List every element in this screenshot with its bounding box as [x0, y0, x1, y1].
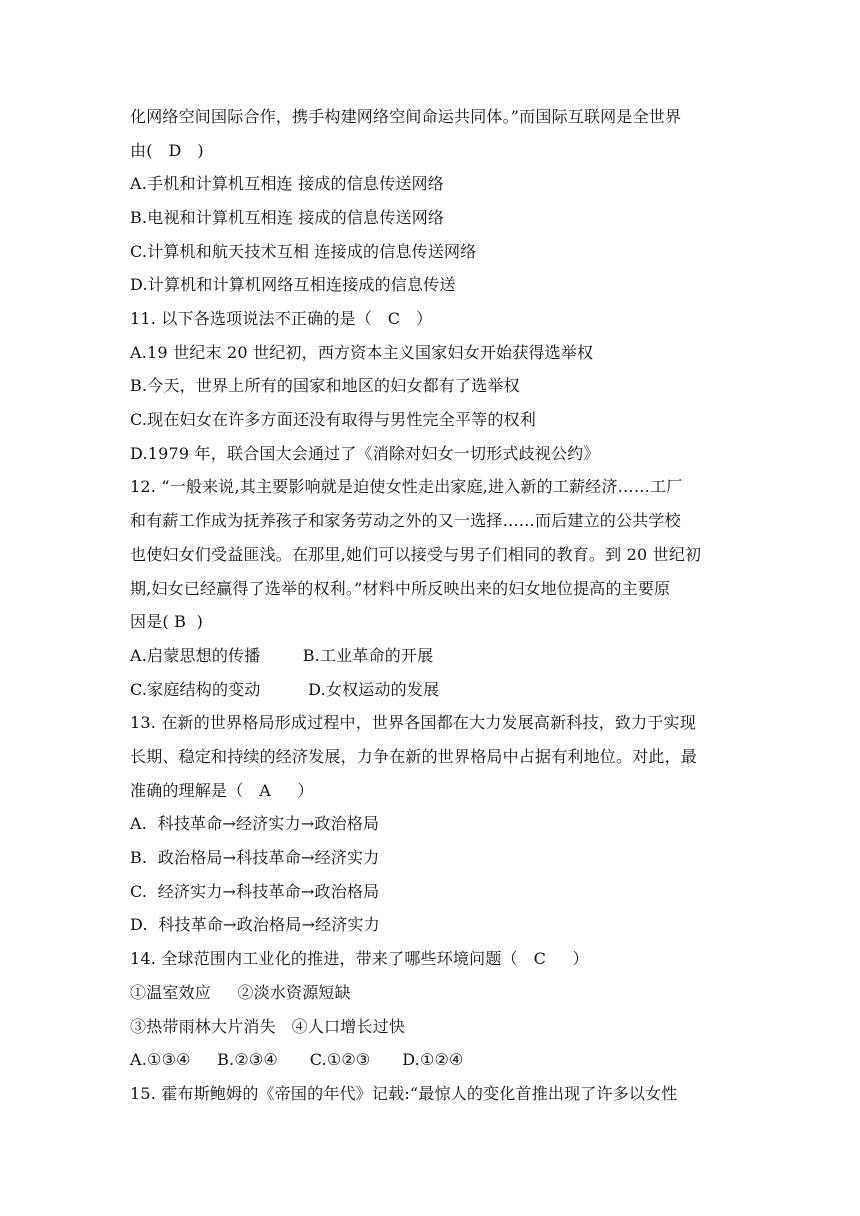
question-14: 14. 全球范围内工业化的推进，带来了哪些环境问题（ C ） [130, 949, 589, 968]
text-line: D. 科技革命→政治格局→经济实力 [130, 915, 380, 934]
text-line: C. 经济实力→科技革命→政治格局 [130, 882, 380, 901]
text-line: 化网络空间国际合作，携手构建网络空间命运共同体。”而国际互联网是全世界 [130, 107, 682, 126]
text-line: C.家庭结构的变动 D.女权运动的发展 [130, 680, 440, 699]
text-line: 期,妇女已经赢得了选举的权利。”材料中所反映出来的妇女地位提高的主要原 [130, 579, 671, 598]
question-15: 15. 霍布斯鲍姆的《帝国的年代》记载:“最惊人的变化首推出现了许多以女性 [130, 1084, 678, 1103]
question-13: 13. 在新的世界格局形成过程中，世界各国都在大力发展高新科技，致力于实现 [130, 713, 696, 732]
text-line: B.今天，世界上所有的国家和地区的妇女都有了选举权 [130, 376, 520, 395]
question-12: 12. “一般来说,其主要影响就是迫使女性走出家庭,进入新的工薪经济……工厂 [130, 477, 683, 496]
text-line: D.1979 年，联合国大会通过了《消除对妇女一切形式歧视公约》 [130, 444, 600, 463]
text-line: 也使妇女们受益匪浅。在那里,她们可以接受与男子们相同的教育。到 20 世纪初 [130, 545, 702, 564]
text-line: D.计算机和计算机网络互相连接成的信息传送 [130, 275, 456, 294]
text-line: 由( D ) [130, 141, 204, 160]
text-line: ③热带雨林大片消失 ④人口增长过快 [130, 1017, 406, 1036]
text-line: B. 政治格局→科技革命→经济实力 [130, 848, 380, 867]
text-line: ①温室效应 ②淡水资源短缺 [130, 983, 351, 1002]
text-line: A.①③④ B.②③④ C.①②③ D.①②④ [130, 1050, 464, 1069]
text-line: B.电视和计算机互相连 接成的信息传送网络 [130, 208, 445, 227]
text-line: 长期、稳定和持续的经济发展，力争在新的世界格局中占据有利地位。对此，最 [130, 747, 698, 766]
text-line: 准确的理解是（ A ） [130, 781, 314, 800]
text-line: C.现在妇女在许多方面还没有取得与男性完全平等的权利 [130, 410, 536, 429]
question-11: 11. 以下各选项说法不正确的是（ C ） [130, 309, 433, 328]
text-line: A. 科技革命→经济实力→政治格局 [130, 814, 380, 833]
text-line: 因是( B ) [130, 612, 204, 631]
text-line: 和有薪工作成为抚养孩子和家务劳动之外的又一选择……而后建立的公共学校 [130, 511, 681, 530]
text-line: A.19 世纪末 20 世纪初，西方资本主义国家妇女开始获得选举权 [130, 343, 594, 362]
text-line: C.计算机和航天技术互相 连接成的信息传送网络 [130, 242, 477, 261]
text-line: A.手机和计算机互相连 接成的信息传送网络 [130, 174, 444, 193]
text-line: A.启蒙思想的传播 B.工业革命的开展 [130, 646, 434, 665]
